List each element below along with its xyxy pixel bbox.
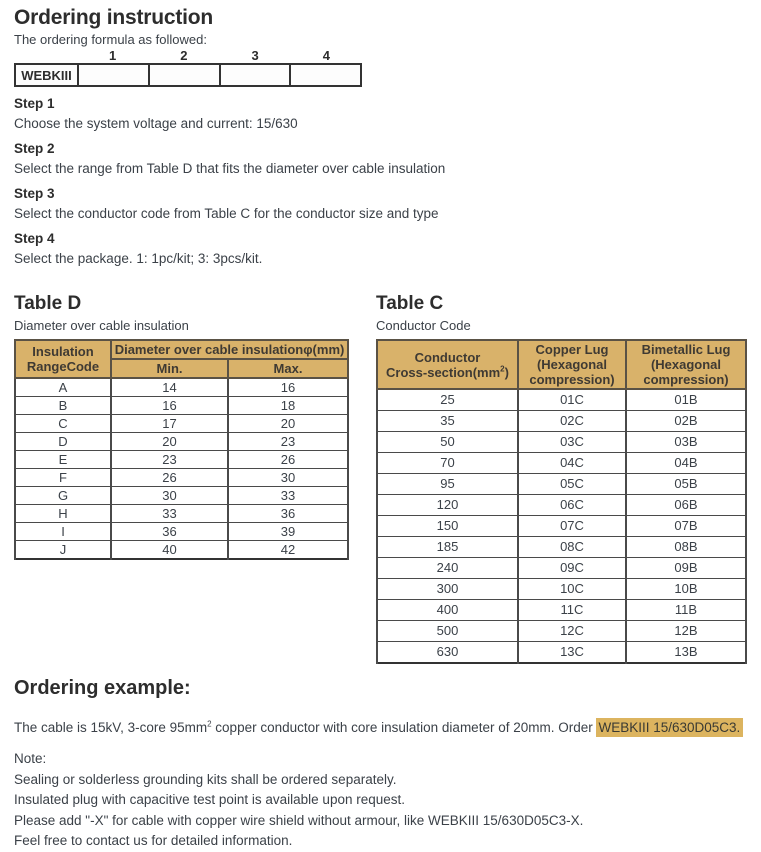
bimetallic-lug-cell: 05B bbox=[626, 474, 746, 495]
step-item bbox=[14, 186, 761, 222]
copper-lug-cell: 09C bbox=[518, 558, 626, 579]
bimetallic-lug-cell: 02B bbox=[626, 411, 746, 432]
table-d-row bbox=[15, 487, 348, 505]
table-d-row bbox=[15, 415, 348, 433]
table-c-row bbox=[377, 516, 746, 537]
ordering-example-text bbox=[14, 719, 761, 736]
formula-position-4: 4 bbox=[322, 48, 330, 63]
cross-section-cell: 95 bbox=[377, 474, 518, 495]
max-diameter-cell: 20 bbox=[228, 415, 348, 433]
table-c-header-crosssection-line2 bbox=[379, 365, 516, 380]
max-diameter-cell: 18 bbox=[228, 397, 348, 415]
min-diameter-cell: 40 bbox=[111, 541, 228, 560]
bimetallic-lug-cell: 01B bbox=[626, 389, 746, 411]
min-diameter-cell: 36 bbox=[111, 523, 228, 541]
cross-section-cell: 50 bbox=[377, 432, 518, 453]
cross-section-cell: 630 bbox=[377, 642, 518, 664]
formula-blank-cell-1 bbox=[78, 64, 149, 86]
tables-section bbox=[14, 293, 761, 664]
insulation-code-cell: D bbox=[15, 433, 111, 451]
table-c-header-crosssection bbox=[377, 340, 518, 389]
max-diameter-cell: 23 bbox=[228, 433, 348, 451]
formula-intro: The ordering formula as followed: bbox=[14, 32, 207, 47]
bimetallic-lug-cell: 10B bbox=[626, 579, 746, 600]
copper-lug-cell: 10C bbox=[518, 579, 626, 600]
bimetallic-lug-line3: compression) bbox=[643, 372, 729, 387]
table-d-header-rangecode-line2: RangeCode bbox=[26, 359, 100, 374]
formula-row bbox=[15, 64, 361, 86]
bimetallic-lug-cell: 12B bbox=[626, 621, 746, 642]
note-line: Sealing or solderless grounding kits shall be ordered separately. bbox=[14, 771, 397, 787]
copper-lug-cell: 03C bbox=[518, 432, 626, 453]
cross-section-cell: 500 bbox=[377, 621, 518, 642]
max-diameter-cell: 42 bbox=[228, 541, 348, 560]
table-d bbox=[14, 339, 349, 560]
note-section bbox=[14, 749, 761, 852]
table-d-row bbox=[15, 451, 348, 469]
table-d-row bbox=[15, 397, 348, 415]
note-line: Feel free to contact us for detailed information. bbox=[14, 833, 293, 848]
cross-section-cell: 120 bbox=[377, 495, 518, 516]
table-d-block bbox=[14, 293, 347, 560]
cross-section-cell: 300 bbox=[377, 579, 518, 600]
table-c-header-crosssection-line1: Conductor bbox=[414, 349, 481, 365]
max-diameter-cell: 33 bbox=[228, 487, 348, 505]
cross-section-cell: 25 bbox=[377, 389, 518, 411]
copper-lug-cell: 01C bbox=[518, 389, 626, 411]
copper-lug-cell: 04C bbox=[518, 453, 626, 474]
min-diameter-cell: 33 bbox=[111, 505, 228, 523]
bimetallic-lug-line2: (Hexagonal bbox=[650, 357, 722, 372]
bimetallic-lug-cell: 07B bbox=[626, 516, 746, 537]
table-c-row bbox=[377, 579, 746, 600]
max-diameter-cell: 39 bbox=[228, 523, 348, 541]
insulation-code-cell: A bbox=[15, 378, 111, 397]
table-c-header-bimetallic-lug bbox=[626, 340, 746, 389]
step-label: Step 2 bbox=[14, 141, 55, 156]
table-c-row bbox=[377, 495, 746, 516]
table-c bbox=[376, 339, 747, 664]
bimetallic-lug-cell: 08B bbox=[626, 537, 746, 558]
table-c-body bbox=[377, 389, 746, 663]
table-c-row bbox=[377, 453, 746, 474]
step-label: Step 3 bbox=[14, 186, 55, 201]
copper-lug-cell: 11C bbox=[518, 600, 626, 621]
example-superscript: 2 bbox=[207, 719, 212, 729]
table-c-row bbox=[377, 432, 746, 453]
copper-lug-cell: 07C bbox=[518, 516, 626, 537]
max-diameter-cell: 16 bbox=[228, 378, 348, 397]
cross-section-cell: 185 bbox=[377, 537, 518, 558]
min-diameter-cell: 23 bbox=[111, 451, 228, 469]
formula-number-spacer bbox=[14, 48, 77, 63]
step-label: Step 1 bbox=[14, 96, 55, 111]
ordering-example-title: Ordering example: bbox=[14, 677, 191, 699]
bimetallic-lug-cell: 11B bbox=[626, 600, 746, 621]
crosssection-unit-pre: Cross-section(mm bbox=[386, 364, 501, 380]
min-diameter-cell: 17 bbox=[111, 415, 228, 433]
insulation-code-cell: H bbox=[15, 505, 111, 523]
table-c-block bbox=[376, 293, 745, 664]
table-c-subtitle: Conductor Code bbox=[376, 318, 471, 333]
formula-position-3: 3 bbox=[251, 48, 259, 63]
table-d-header-rangecode-line1: Insulation bbox=[32, 344, 94, 359]
insulation-code-cell: E bbox=[15, 451, 111, 469]
table-c-row bbox=[377, 389, 746, 411]
copper-lug-cell: 02C bbox=[518, 411, 626, 432]
table-d-row bbox=[15, 469, 348, 487]
table-c-row bbox=[377, 642, 746, 664]
example-text-before: The cable is 15kV, 3-core 95mm bbox=[14, 720, 208, 735]
max-diameter-cell: 26 bbox=[228, 451, 348, 469]
step-text: Select the range from Table D that fits the diameter over cable insulation bbox=[14, 161, 446, 176]
table-c-header-copper-lug bbox=[518, 340, 626, 389]
copper-lug-cell: 06C bbox=[518, 495, 626, 516]
insulation-code-cell: J bbox=[15, 541, 111, 560]
datasheet-page bbox=[0, 6, 761, 848]
cross-section-cell: 240 bbox=[377, 558, 518, 579]
min-diameter-cell: 16 bbox=[111, 397, 228, 415]
step-text: Select the package. 1: 1pc/kit; 3: 3pcs/kit. bbox=[14, 251, 263, 266]
table-d-header-rangecode bbox=[15, 340, 111, 378]
insulation-code-cell: G bbox=[15, 487, 111, 505]
min-diameter-cell: 26 bbox=[111, 469, 228, 487]
table-d-header-diameter: Diameter over cable insulationφ(mm) bbox=[111, 340, 348, 359]
formula-blank-cell-4 bbox=[290, 64, 361, 86]
bimetallic-lug-line1: Bimetallic Lug bbox=[641, 342, 731, 357]
bimetallic-lug-cell: 09B bbox=[626, 558, 746, 579]
formula-position-2: 2 bbox=[180, 48, 188, 63]
copper-lug-cell: 13C bbox=[518, 642, 626, 664]
step-text: Select the conductor code from Table C for the conductor size and type bbox=[14, 206, 439, 221]
table-d-row bbox=[15, 433, 348, 451]
step-item bbox=[14, 96, 761, 132]
note-label: Note: bbox=[14, 751, 47, 766]
formula-position-1: 1 bbox=[109, 48, 117, 63]
step-label: Step 4 bbox=[14, 231, 55, 246]
max-diameter-cell: 36 bbox=[228, 505, 348, 523]
cross-section-cell: 70 bbox=[377, 453, 518, 474]
table-d-row bbox=[15, 505, 348, 523]
note-line: Insulated plug with capacitive test point is available upon request. bbox=[14, 792, 405, 807]
crosssection-unit-sup: 2 bbox=[500, 364, 505, 374]
insulation-code-cell: F bbox=[15, 469, 111, 487]
bimetallic-lug-cell: 03B bbox=[626, 432, 746, 453]
page-title: Ordering instruction bbox=[14, 6, 214, 29]
note-lines bbox=[14, 770, 761, 852]
min-diameter-cell: 20 bbox=[111, 433, 228, 451]
min-diameter-cell: 14 bbox=[111, 378, 228, 397]
order-code-highlight: WEBKIII 15/630D05C3. bbox=[596, 718, 743, 737]
copper-lug-cell: 08C bbox=[518, 537, 626, 558]
table-c-row bbox=[377, 600, 746, 621]
note-line: Please add "-X" for cable with copper wire shield without armour, like WEBKIII 15/630D05C3-X. bbox=[14, 812, 584, 828]
bimetallic-lug-cell: 13B bbox=[626, 642, 746, 664]
crosssection-unit-post: ) bbox=[504, 364, 509, 380]
cross-section-cell: 400 bbox=[377, 600, 518, 621]
min-diameter-cell: 30 bbox=[111, 487, 228, 505]
table-c-row bbox=[377, 558, 746, 579]
formula-position-numbers bbox=[14, 48, 362, 63]
table-d-subtitle: Diameter over cable insulation bbox=[14, 318, 189, 333]
table-c-row bbox=[377, 411, 746, 432]
copper-lug-line3: compression) bbox=[529, 372, 615, 387]
step-item bbox=[14, 141, 761, 177]
copper-lug-cell: 05C bbox=[518, 474, 626, 495]
example-text-after: copper conductor with core insulation diameter of 20mm. Order bbox=[211, 720, 597, 735]
insulation-code-cell: C bbox=[15, 415, 111, 433]
step-text: Choose the system voltage and current: 15/630 bbox=[14, 116, 298, 131]
copper-lug-cell: 12C bbox=[518, 621, 626, 642]
table-c-row bbox=[377, 474, 746, 495]
formula-blank-cell-3 bbox=[220, 64, 291, 86]
ordering-formula-table bbox=[14, 63, 362, 87]
steps-list bbox=[14, 96, 761, 267]
table-c-title: Table C bbox=[376, 293, 444, 314]
cross-section-cell: 35 bbox=[377, 411, 518, 432]
insulation-code-cell: B bbox=[15, 397, 111, 415]
table-c-row bbox=[377, 621, 746, 642]
copper-lug-line1: Copper Lug bbox=[535, 342, 609, 357]
table-c-row bbox=[377, 537, 746, 558]
step-item bbox=[14, 231, 761, 267]
table-d-header-max: Max. bbox=[228, 359, 348, 378]
cross-section-cell: 150 bbox=[377, 516, 518, 537]
table-d-title: Table D bbox=[14, 293, 82, 314]
table-d-header-min: Min. bbox=[111, 359, 228, 378]
table-d-body bbox=[15, 378, 348, 559]
formula-blank-cell-2 bbox=[149, 64, 220, 86]
formula-prefix-cell: WEBKIII bbox=[15, 64, 78, 86]
table-d-header bbox=[15, 340, 348, 378]
bimetallic-lug-cell: 06B bbox=[626, 495, 746, 516]
insulation-code-cell: I bbox=[15, 523, 111, 541]
table-d-row bbox=[15, 378, 348, 397]
table-d-row bbox=[15, 523, 348, 541]
table-d-row bbox=[15, 541, 348, 560]
copper-lug-line2: (Hexagonal bbox=[536, 357, 608, 372]
table-c-header bbox=[377, 340, 746, 389]
bimetallic-lug-cell: 04B bbox=[626, 453, 746, 474]
max-diameter-cell: 30 bbox=[228, 469, 348, 487]
